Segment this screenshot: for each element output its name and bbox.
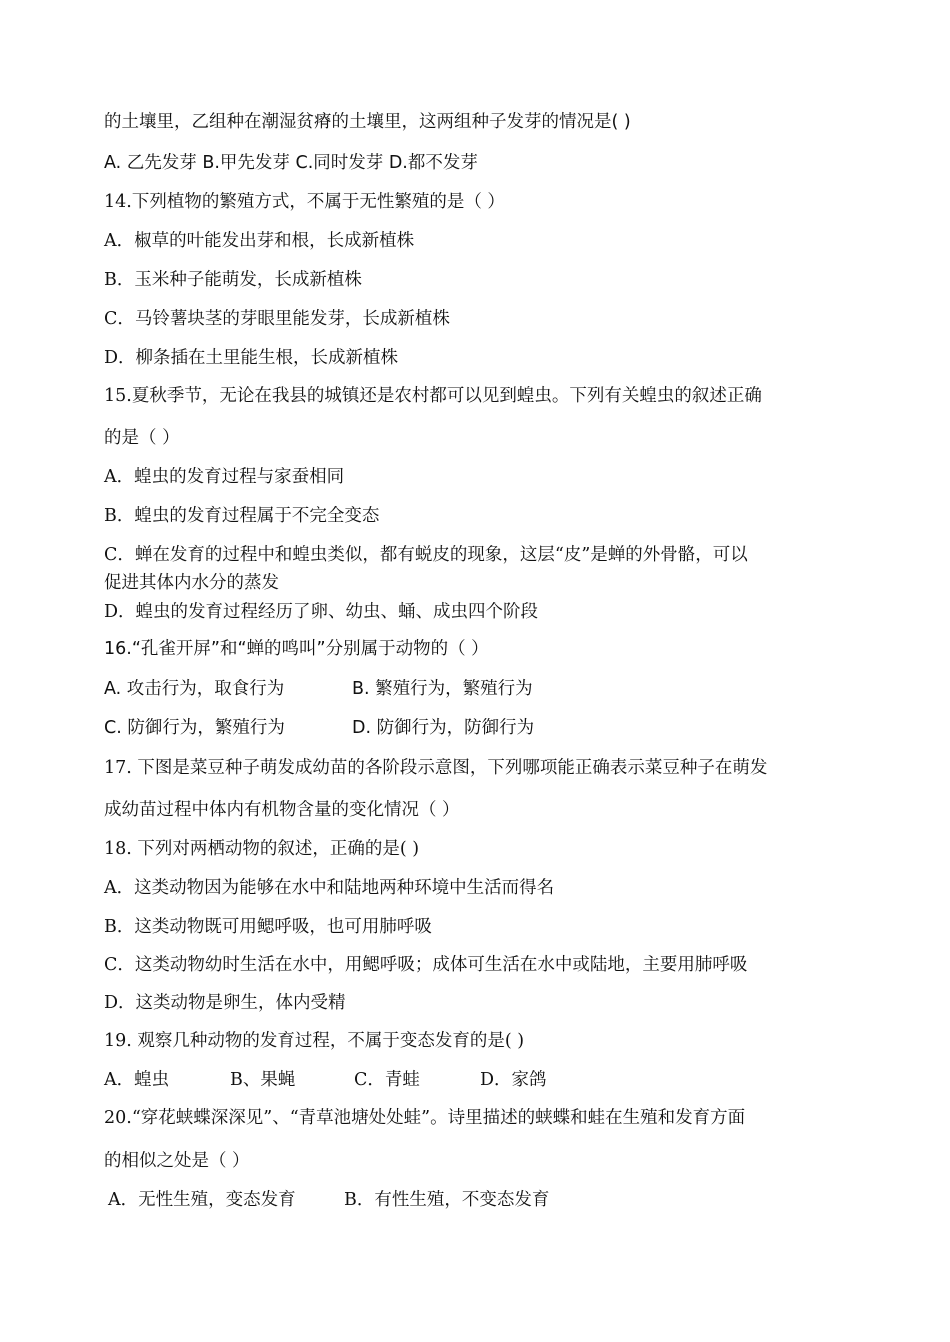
q14-option-d: D．柳条插在土里能生根，长成新植株 [104, 348, 399, 368]
q18-option-d: D．这类动物是卵生，体内受精 [104, 993, 346, 1013]
q20-option-a: A．无性生殖，变态发育 [108, 1190, 296, 1210]
q20-stem-line1: 20.“穿花蛱蝶深深见”、“青草池塘处处蛙”。诗里描述的蛱蝶和蛙在生殖和发育方面 [104, 1108, 746, 1128]
q17-stem-line2: 成幼苗过程中体内有机物含量的变化情况（ ） [104, 800, 460, 820]
q18-option-b: B．这类动物既可用鳃呼吸，也可用肺呼吸 [104, 917, 432, 937]
q14-stem: 14.下列植物的繁殖方式，不属于无性繁殖的是（ ） [104, 192, 505, 212]
q16-option-d: D. 防御行为，防御行为 [352, 718, 535, 738]
q16-option-c: C. 防御行为，繁殖行为 [104, 718, 285, 738]
q13-stem-continuation: 的土壤里，乙组种在潮湿贫瘠的土壤里，这两组种子发芽的情况是( ) [104, 112, 631, 132]
q20-option-b: B．有性生殖，不变态发育 [344, 1190, 550, 1210]
q16-option-a: A. 攻击行为，取食行为 [104, 679, 285, 699]
q14-option-c: C．马铃薯块茎的芽眼里能发芽，长成新植株 [104, 309, 450, 329]
q15-option-c-line2: 促进其体内水分的蒸发 [104, 573, 279, 593]
q15-option-c-line1: C．蝉在发育的过程中和蝗虫类似，都有蜕皮的现象，这层“皮”是蝉的外骨骼，可以 [104, 545, 748, 565]
q14-option-a: A．椒草的叶能发出芽和根，长成新植株 [104, 231, 415, 251]
q19-stem: 19. 观察几种动物的发育过程，不属于变态发育的是( ) [104, 1031, 525, 1051]
q18-option-c: C．这类动物幼时生活在水中，用鳃呼吸；成体可生活在水中或陆地，主要用肺呼吸 [104, 955, 748, 975]
q15-option-b: B．蝗虫的发育过程属于不完全变态 [104, 506, 380, 526]
q19-option-c: C．青蛙 [354, 1070, 420, 1090]
q18-option-a: A．这类动物因为能够在水中和陆地两种环境中生活而得名 [104, 878, 555, 898]
q15-option-a: A．蝗虫的发育过程与家蚕相同 [104, 467, 345, 487]
q15-stem-line2: 的是（ ） [104, 428, 180, 448]
q19-option-b: B、果蝇 [230, 1070, 296, 1090]
q19-option-d: D．家鸽 [480, 1070, 547, 1090]
q19-option-a: A．蝗虫 [104, 1070, 170, 1090]
q13-options: A. 乙先发芽 B.甲先发芽 C.同时发芽 D.都不发芽 [104, 153, 478, 173]
q14-option-b: B．玉米种子能萌发，长成新植株 [104, 270, 362, 290]
q20-stem-line2: 的相似之处是（ ） [104, 1151, 250, 1171]
q15-option-d: D．蝗虫的发育过程经历了卵、幼虫、蛹、成虫四个阶段 [104, 602, 539, 622]
q18-stem: 18. 下列对两栖动物的叙述，正确的是( ) [104, 839, 420, 859]
q16-stem: 16.“孔雀开屏”和“蝉的鸣叫”分别属于动物的（ ） [104, 639, 489, 659]
q16-option-b: B. 繁殖行为，繁殖行为 [352, 679, 533, 699]
q17-stem-line1: 17. 下图是菜豆种子萌发成幼苗的各阶段示意图，下列哪项能正确表示菜豆种子在萌发 [104, 758, 768, 778]
q15-stem-line1: 15.夏秋季节，无论在我县的城镇还是农村都可以见到蝗虫。下列有关蝗虫的叙述正确 [104, 386, 762, 406]
